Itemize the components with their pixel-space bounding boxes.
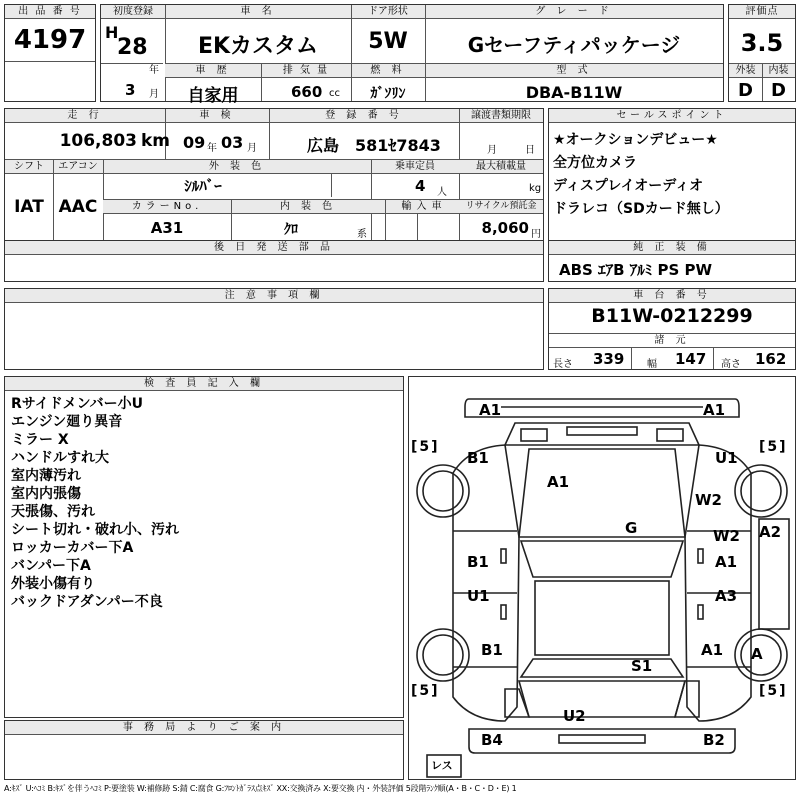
car-diagram xyxy=(409,377,795,779)
exterior-grade: D xyxy=(738,80,753,101)
tire-fl-value: 5 xyxy=(419,439,432,455)
sales-point-1: ★オークションデビュー★ xyxy=(553,132,718,148)
inspection-month-unit: 月 xyxy=(247,143,257,154)
transfer-label: 譲渡書類期限 xyxy=(459,109,543,123)
mark-left-door-rear: U1 xyxy=(467,587,490,605)
inspector-note: シート切れ・破れ小、汚れ xyxy=(11,522,179,538)
plate-number: 581ｾ7843 xyxy=(355,136,441,155)
height: 162 xyxy=(755,350,787,368)
mileage-unit: km xyxy=(141,131,171,151)
tire-fr-tread: [5] xyxy=(759,439,788,455)
mark-right-rear-quarter: A1 xyxy=(701,641,724,659)
transfer-month: 月 xyxy=(487,145,497,156)
door-label: ドア形状 xyxy=(351,5,425,19)
int-color-unit: 系 xyxy=(357,229,367,240)
recycle-label: リサイクル預託金 xyxy=(459,200,543,214)
later-parts-label: 後 日 発 送 部 品 xyxy=(5,241,543,255)
legend: A:ｷｽﾞ U:ﾍｺﾐ B:ｷｽﾞを伴うﾍｺﾐ P:要塗装 W:補修跡 S:錆 C:腐食 G:ﾌﾛﾝﾄｶﾞﾗｽ点ｷｽﾞ XX:交換済み X:要交換 内・外装評価 5段階ﾗﾝｸ順(A・B・C・D・E) 1 xyxy=(4,784,517,793)
sales-point-2: 全方位カメラ xyxy=(553,155,637,171)
score-label: 評価点 xyxy=(729,5,795,19)
year-unit: 年 xyxy=(149,65,159,76)
displacement-label: 排 気 量 xyxy=(261,64,351,78)
era-letter: H xyxy=(105,23,119,42)
model-code: DBA-B11W xyxy=(525,83,623,102)
mark-hood: A1 xyxy=(547,473,570,491)
detail-box xyxy=(4,108,544,242)
mark-front-right: A1 xyxy=(703,401,726,419)
overall-score: 3.5 xyxy=(740,29,784,57)
length: 339 xyxy=(593,350,625,368)
model-label: 型 式 xyxy=(425,64,723,78)
transfer-day: 日 xyxy=(525,145,535,156)
sales-points-label: セールスポイント xyxy=(549,109,795,123)
mark-rear-bumper: U2 xyxy=(563,707,586,725)
grade: Gセーフティパッケージ xyxy=(467,33,681,57)
inspection-year: 09 xyxy=(183,133,206,152)
hood-outline xyxy=(519,449,685,537)
first-reg-month: 3 xyxy=(125,81,136,99)
inspector-note: ハンドルすれ大 xyxy=(11,450,109,466)
mark-left-door-front: B1 xyxy=(467,553,489,571)
mark-rear-left: B4 xyxy=(481,731,503,749)
front-bumper-outline xyxy=(465,399,739,417)
color-no-label: カラーNo. xyxy=(103,200,231,214)
inspection-label: 車 検 xyxy=(165,109,269,123)
inspector-note: エンジン廻り異音 xyxy=(11,414,123,430)
spare-tire: レス xyxy=(431,759,453,772)
rear-bumper-outline xyxy=(469,729,735,753)
inspector-note: 外装小傷有り xyxy=(11,576,95,592)
wheel-front-left xyxy=(417,465,469,517)
genuine-equipment-label: 純 正 装 備 xyxy=(549,241,795,255)
mileage: 106,803 xyxy=(59,131,137,151)
mark-front-left: A1 xyxy=(479,401,502,419)
ac-label: エアコン xyxy=(53,160,103,174)
tire-fl-tread: [5] xyxy=(411,439,440,455)
fuel-label: 燃 料 xyxy=(351,64,425,78)
chassis-number: B11W-0212299 xyxy=(591,305,753,327)
score-box xyxy=(728,4,796,102)
back-door-outline xyxy=(519,681,685,717)
length-label: 長さ xyxy=(553,359,573,370)
mark-fl-area: B1 xyxy=(467,449,489,467)
lot-box xyxy=(4,4,96,102)
sales-point-4: ドラレコ（SDカード無し） xyxy=(553,201,729,217)
history-label: 車 歴 xyxy=(165,64,261,78)
fuel: ｶﾞｿﾘﾝ xyxy=(370,86,406,102)
first-reg-year: 28 xyxy=(117,35,148,60)
inspection-year-unit: 年 xyxy=(207,143,217,154)
office-info-box xyxy=(4,720,404,780)
later-parts-box xyxy=(4,240,544,282)
windshield-outline xyxy=(521,541,683,577)
max-load-unit: kg xyxy=(529,183,542,194)
first-reg-label: 初度登録 xyxy=(101,5,165,19)
chassis-box xyxy=(548,288,796,370)
inspector-notes-list xyxy=(5,395,179,611)
interior-label: 内装 xyxy=(762,64,795,78)
inspector-notes-box xyxy=(4,376,404,718)
chassis-label: 車 台 番 号 xyxy=(549,289,795,303)
vehicle-info-box xyxy=(100,4,724,106)
car-name-label: 車 名 xyxy=(165,5,351,19)
capacity-unit: 人 xyxy=(437,187,447,198)
tire-rl-value: 5 xyxy=(419,683,432,699)
mark-back-door: S1 xyxy=(631,657,653,675)
wheel-rear-left xyxy=(417,629,469,681)
mark-right-panel: A2 xyxy=(759,523,782,541)
sales-point-3: ディスプレイオーディオ xyxy=(553,178,704,194)
office-info-label: 事 務 局 よ り ご 案 内 xyxy=(5,721,403,735)
mark-fr-area: U1 xyxy=(715,449,738,467)
shift-label: シフト xyxy=(5,160,53,174)
shift: IAT xyxy=(14,197,44,217)
wheel-front-right xyxy=(735,465,787,517)
door-type: 5W xyxy=(368,29,408,54)
sales-points-box xyxy=(548,108,796,242)
tire-rr-value: 5 xyxy=(767,683,780,699)
ext-color-label: 外 装 色 xyxy=(103,160,371,174)
mark-right-fender: W2 xyxy=(695,491,722,509)
car-name: EKカスタム xyxy=(197,34,319,59)
max-load-label: 最大積載量 xyxy=(459,160,543,174)
plate-region: 広島 xyxy=(307,136,340,155)
mark-right-door-front: A1 xyxy=(715,553,738,571)
capacity-label: 乗車定員 xyxy=(371,160,459,174)
mark-rear-wheel-right: A xyxy=(751,645,763,663)
plate-label: 登 録 番 号 xyxy=(269,109,459,123)
roof-outline xyxy=(535,581,669,655)
genuine-equipment-box xyxy=(548,240,796,282)
vehicle-history: 自家用 xyxy=(187,86,239,106)
mark-roof: G xyxy=(625,519,638,537)
rear-glass-outline xyxy=(521,659,683,677)
ext-color: ｼﾙﾊﾞｰ xyxy=(184,177,222,195)
inspector-notes-label: 検 査 員 記 入 欄 xyxy=(5,377,403,391)
exterior-label: 外装 xyxy=(729,64,762,78)
inspection-month: 03 xyxy=(221,133,244,152)
lot-number: 4197 xyxy=(13,25,87,55)
dims-label: 諸 元 xyxy=(549,334,795,348)
tire-rr-tread: [5] xyxy=(759,683,788,699)
genuine-equipment: ABS ｴｱB ｱﾙﾐ PS PW xyxy=(559,261,713,279)
mark-left-rear-quarter: B1 xyxy=(481,641,503,659)
recycle-unit: 円 xyxy=(531,229,541,240)
height-label: 高さ xyxy=(721,359,741,370)
width-label: 幅 xyxy=(647,359,657,370)
displacement-unit: cc xyxy=(329,88,340,99)
inspector-note: 天張傷、汚れ xyxy=(11,504,95,520)
caution-box xyxy=(4,288,544,370)
mark-rear-right: B2 xyxy=(703,731,725,749)
recycle-fee: 8,060 xyxy=(481,219,529,237)
month-unit: 月 xyxy=(149,89,159,100)
inspector-note: Rサイドメンバー小U xyxy=(11,396,144,412)
tire-rl-tread: [5] xyxy=(411,683,440,699)
car-diagram-box xyxy=(408,376,796,780)
color-number: A31 xyxy=(150,219,184,237)
inspector-note: バックドアダンパー不良 xyxy=(11,594,163,610)
inspector-note: ミラー X xyxy=(11,432,69,448)
int-color-label: 内 装 色 xyxy=(231,200,385,214)
inspector-note: 室内内張傷 xyxy=(11,486,81,502)
mark-right-fender-low: W2 xyxy=(713,527,740,545)
import-label: 輸 入 車 xyxy=(385,200,459,214)
mileage-label: 走 行 xyxy=(5,109,165,123)
int-color: ｸﾛ xyxy=(284,222,298,238)
displacement: 660 xyxy=(291,83,323,101)
capacity: 4 xyxy=(415,177,426,195)
interior-grade: D xyxy=(771,80,786,101)
inspector-note: ロッカーカバー下A xyxy=(11,540,134,556)
air-conditioner: AAC xyxy=(58,197,98,217)
caution-label: 注 意 事 項 欄 xyxy=(5,289,543,303)
tire-fr-value: 5 xyxy=(767,439,780,455)
width: 147 xyxy=(675,350,707,368)
lot-label: 出 品 番 号 xyxy=(5,5,95,19)
inspector-note: バンパー下A xyxy=(11,558,91,574)
grade-label: グ レ ー ド xyxy=(425,5,723,19)
inspector-note: 室内薄汚れ xyxy=(11,468,81,484)
mark-right-door-rear: A3 xyxy=(715,587,738,605)
